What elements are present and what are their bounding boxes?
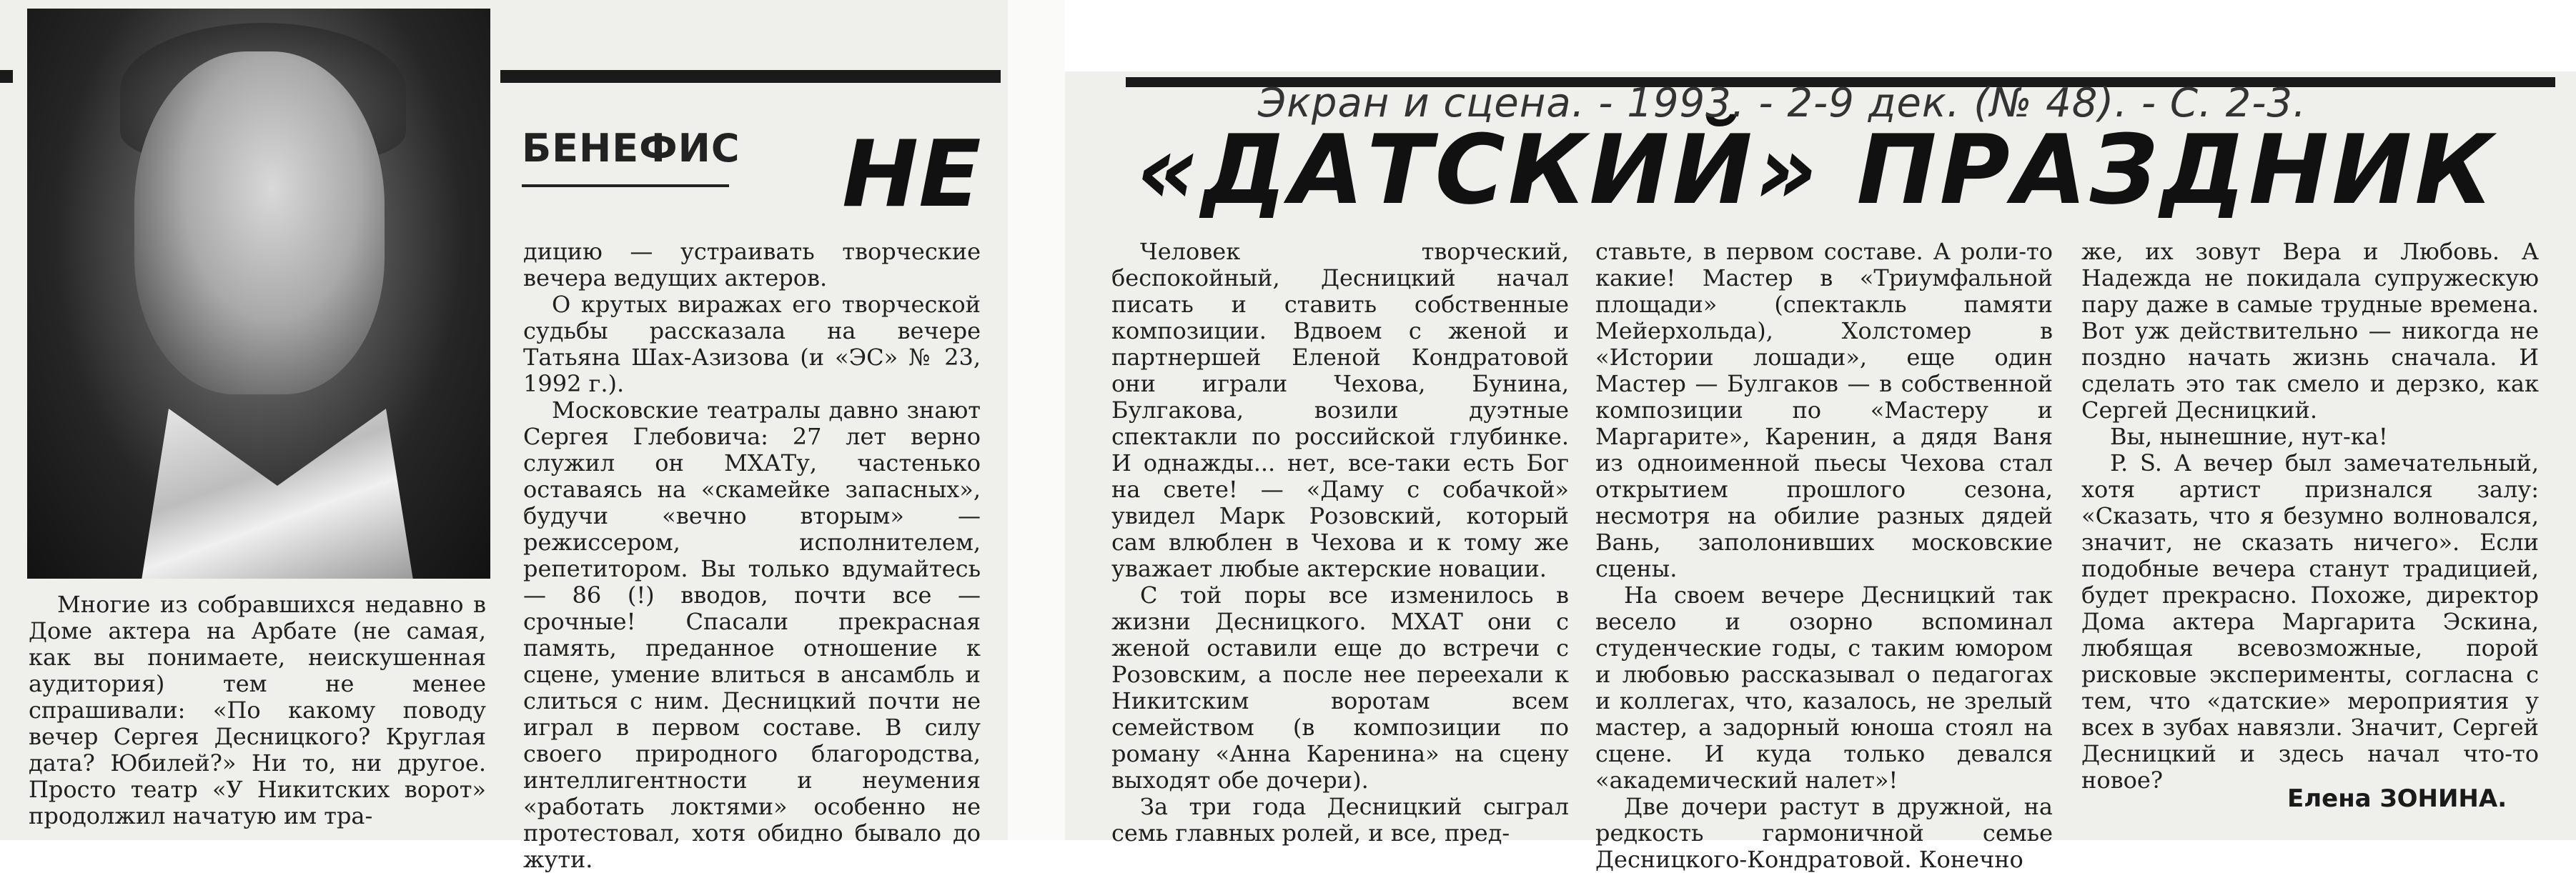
rubric-label: БЕНЕФИС	[522, 126, 740, 171]
portrait-photo	[27, 9, 490, 579]
column-4	[1595, 239, 2053, 873]
rule-left-stub	[0, 70, 13, 83]
column-4-paragraph: Две дочери растут в дружной, на редкость гармоничной семье Десницкого-Кондратовой. Конечно	[1595, 793, 2053, 873]
column-5-paragraph: же, их зовут Вера и Любовь. А Надежда не покидала супружескую пару даже в самые трудные времена. Вот уж действительно — никогда не поздно начать жизнь сначала. И сделать это так смело и дерзко, как Сергей Десницкий.	[2081, 238, 2539, 424]
column-3-paragraph: С той поры все изменилось в жизни Десницкого. МХАТ они с женой оставили еще до встречи с Розовским, а после нее переехали к Никитским воротам всем семейством (в композиции по роману «Анна Каренина» на сцену выходят обе дочери).	[1111, 582, 1569, 794]
column-2-paragraph: Московские театралы давно знают Сергея Глебовича: 27 лет верно служил он МХАТу, частенько оставаясь на «скамейке запасных», будучи «вечно вторым» — режиссером, исполнителем, репетитором. Вы только вдумайтесь — 86 (!) вводов, почти все — срочные! Спасали прекрасная память, преданное отношение к сцене, умение влиться в ансамбль и слиться с ним. Десницкий почти не играл в первом составе. В силу своего природного благородства, интеллигентности и неумения «работать локтями» особенно не протестовал, хотя обидно бывало до жути.	[523, 396, 981, 873]
column-4-paragraph: На своем вечере Десницкий так весело и озорно вспоминал студенческие годы, с таким юмором и любовью рассказывал о педагогах и коллегах, что, казалось, не зрелый мастер, а задорный юноша стоял на сцене. И куда только девался «академический налет»!	[1595, 582, 2053, 794]
column-3	[1111, 239, 1569, 847]
rule-top-left	[500, 70, 1001, 83]
headline-part1: НЕ	[842, 121, 981, 228]
column-3-paragraph: За три года Десницкий сыграл семь главных ролей, и все, пред-	[1111, 793, 1569, 847]
handwritten-source-note: Экран и сцена. - 1993. - 2-9 дек. (№ 48). - С. 2-3.	[1258, 80, 2307, 126]
column-5	[2081, 239, 2539, 794]
column-4-paragraph: ставьте, в первом составе. А роли-то какие! Мастер в «Триумфальной площади» (спектакль памяти Мейерхольда), Холстомер в «Истории лошади», еще один Мастер — Булгаков — в собственной композиции по «Мастеру и Маргарите», Каренин, а дядя Ваня из одноименной пьесы Чехова стал открытием прошлого сезона, несмотря на обилие разных дядей Вань, заполонивших московские сцены.	[1595, 238, 2053, 582]
column-1	[29, 592, 486, 829]
column-5-paragraph: Вы, нынешние, нут-ка!	[2110, 423, 2388, 450]
author-signature: Елена ЗОНИНА.	[2287, 784, 2507, 813]
column-3-paragraph: Человек творческий, беспокойный, Десницкий начал писать и ставить собственные композиции. Вдвоем с женой и партнершей Еленой Кондратовой они играли Чехова, Бунина, Булгакова, возили дуэтные спектакли по российской глубинке. И однажды... нет, все-таки есть Бог на свете! — «Даму с собачкой» увидел Марк Розовский, который сам влюблен в Чехова и к тому же уважает любые актерские новации.	[1111, 238, 1569, 582]
photo-collar	[142, 409, 413, 579]
rubric-underline	[522, 184, 729, 187]
column-2	[523, 239, 981, 873]
scan-gap	[1008, 0, 1065, 840]
headline-part2: «ДАТСКИЙ» ПРАЗДНИК	[1136, 114, 2496, 226]
column-2-paragraph: дицию — устраивать творческие вечера ведущих актеров.	[523, 238, 981, 291]
column-5-paragraph: P. S. А вечер был замечательный, хотя артист признался залу: «Сказать, что я безумно волновался, значит, не сказать ничего». Если подобные вечера станут традицией, будет прекрасно. Похоже, директор Дома актера Маргарита Эскина, любящая всевозможные, порой рисковые эксперименты, согласна с тем, что «датские» мероприятия у всех в зубах навязли. Значит, Сергей Десницкий и здесь начал что-то новое?	[2081, 449, 2539, 794]
column-2-paragraph: О крутых виражах его творческой судьбы рассказала на вечере Татьяна Шах-Азизова (и «ЭС» № 23, 1992 г.).	[523, 291, 981, 397]
column-1-paragraph: Многие из собравшихся недавно в Доме актера на Арбате (не самая, как вы понимаете, неискушенная аудитория) тем не менее спрашивали: «По какому поводу вечер Сергея Десницкого? Круглая дата? Юбилей?» Ни то, ни другое. Просто театр «У Никитских ворот» продолжил начатую им тра-	[29, 591, 486, 829]
photo-face	[134, 51, 385, 394]
